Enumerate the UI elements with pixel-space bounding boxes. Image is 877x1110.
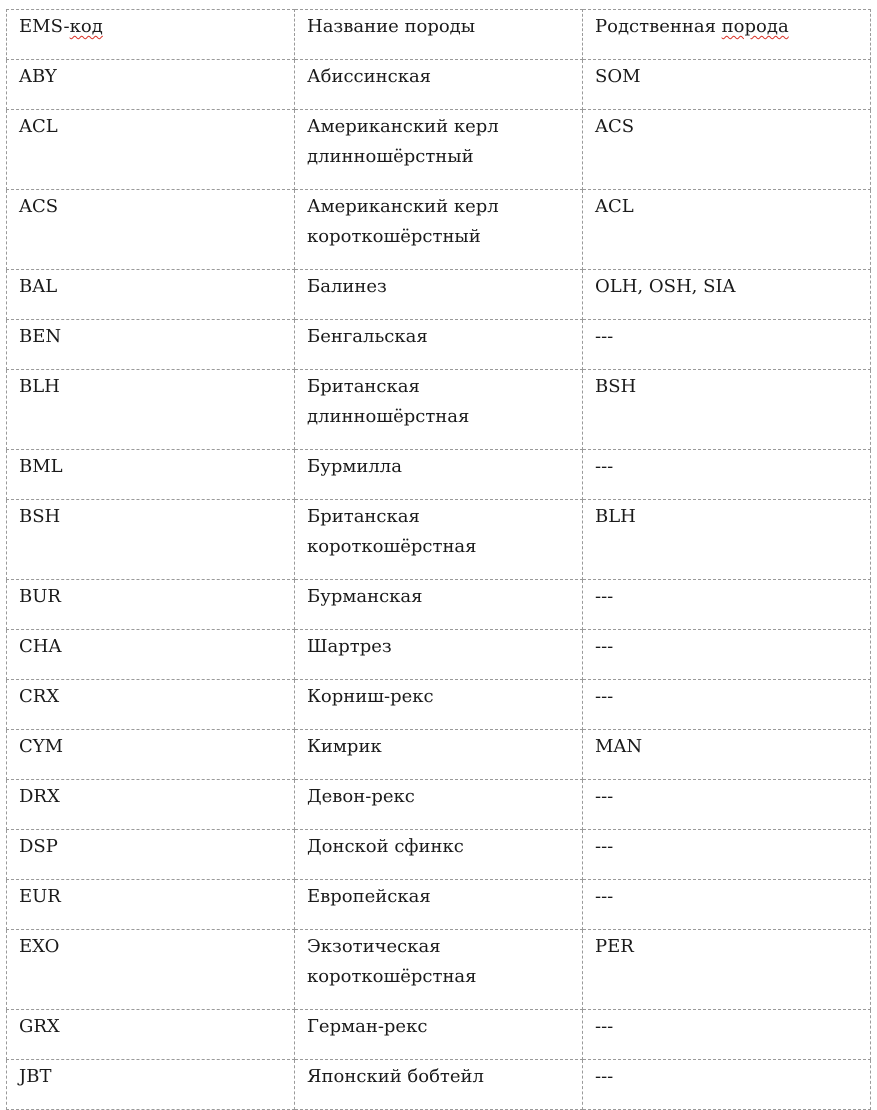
cell-name: Британская длинношёрстная [295, 370, 583, 450]
cell-code: CYM [7, 730, 295, 780]
cell-code: BUR [7, 580, 295, 630]
cell-code: BLH [7, 370, 295, 450]
cell-related: --- [583, 320, 871, 370]
cell-name: Бенгальская [295, 320, 583, 370]
cell-code: CHA [7, 630, 295, 680]
cell-code: BML [7, 450, 295, 500]
cell-related: ACS [583, 110, 871, 190]
header-cell-related [583, 10, 871, 60]
cell-related: ACL [583, 190, 871, 270]
cell-related: PER [583, 930, 871, 1010]
table-row [7, 320, 871, 370]
breeds-table [6, 9, 871, 1110]
cell-name: Кимрик [295, 730, 583, 780]
cell-name: Донской сфинкс [295, 830, 583, 880]
document-page [6, 9, 871, 1110]
table-row [7, 190, 871, 270]
table-row [7, 780, 871, 830]
table-row [7, 500, 871, 580]
cell-related: --- [583, 630, 871, 680]
cell-code: ACL [7, 110, 295, 190]
cell-related: MAN [583, 730, 871, 780]
cell-name: Балинез [295, 270, 583, 320]
cell-code: JBT [7, 1060, 295, 1110]
cell-name: Абиссинская [295, 60, 583, 110]
cell-name: Американский керл короткошёрстный [295, 190, 583, 270]
cell-name: Корниш-рекс [295, 680, 583, 730]
cell-name: Американский керл длинношёрстный [295, 110, 583, 190]
table-row [7, 110, 871, 190]
cell-code: BEN [7, 320, 295, 370]
cell-code: DRX [7, 780, 295, 830]
cell-related: BSH [583, 370, 871, 450]
cell-related: --- [583, 680, 871, 730]
table-row [7, 680, 871, 730]
cell-related: OLH, OSH, SIA [583, 270, 871, 320]
cell-code: BAL [7, 270, 295, 320]
cell-name: Бурмилла [295, 450, 583, 500]
header-cell-code [7, 10, 295, 60]
cell-code: ACS [7, 190, 295, 270]
cell-related: --- [583, 1060, 871, 1110]
table-row [7, 880, 871, 930]
cell-name: Герман-рекс [295, 1010, 583, 1060]
table-row [7, 1060, 871, 1110]
table-row [7, 730, 871, 780]
table-row [7, 270, 871, 320]
cell-related: --- [583, 450, 871, 500]
cell-related: --- [583, 830, 871, 880]
header-related-suffix: порода [721, 16, 789, 37]
header-code-suffix: код [69, 16, 103, 37]
cell-name: Британская короткошёрстная [295, 500, 583, 580]
cell-related: --- [583, 580, 871, 630]
cell-code: ABY [7, 60, 295, 110]
table-row [7, 60, 871, 110]
table-row [7, 370, 871, 450]
cell-code: EXO [7, 930, 295, 1010]
cell-code: CRX [7, 680, 295, 730]
table-row [7, 830, 871, 880]
table-row [7, 580, 871, 630]
header-related-prefix: Родственная [595, 16, 722, 37]
cell-related: --- [583, 780, 871, 830]
table-row [7, 630, 871, 680]
table-row [7, 930, 871, 1010]
cell-related: SOM [583, 60, 871, 110]
cell-related: --- [583, 1010, 871, 1060]
cell-code: GRX [7, 1010, 295, 1060]
table-row [7, 1010, 871, 1060]
cell-name: Бурманская [295, 580, 583, 630]
cell-related: BLH [583, 500, 871, 580]
cell-name: Японский бобтейл [295, 1060, 583, 1110]
cell-name: Шартрез [295, 630, 583, 680]
cell-name: Девон-рекс [295, 780, 583, 830]
cell-related: --- [583, 880, 871, 930]
cell-code: DSP [7, 830, 295, 880]
cell-name: Экзотическая короткошёрстная [295, 930, 583, 1010]
header-code-prefix: EMS- [19, 16, 70, 37]
cell-code: BSH [7, 500, 295, 580]
cell-name: Европейская [295, 880, 583, 930]
header-cell-name: Название породы [295, 10, 583, 60]
table-header-row [7, 10, 871, 60]
table-row [7, 450, 871, 500]
cell-code: EUR [7, 880, 295, 930]
